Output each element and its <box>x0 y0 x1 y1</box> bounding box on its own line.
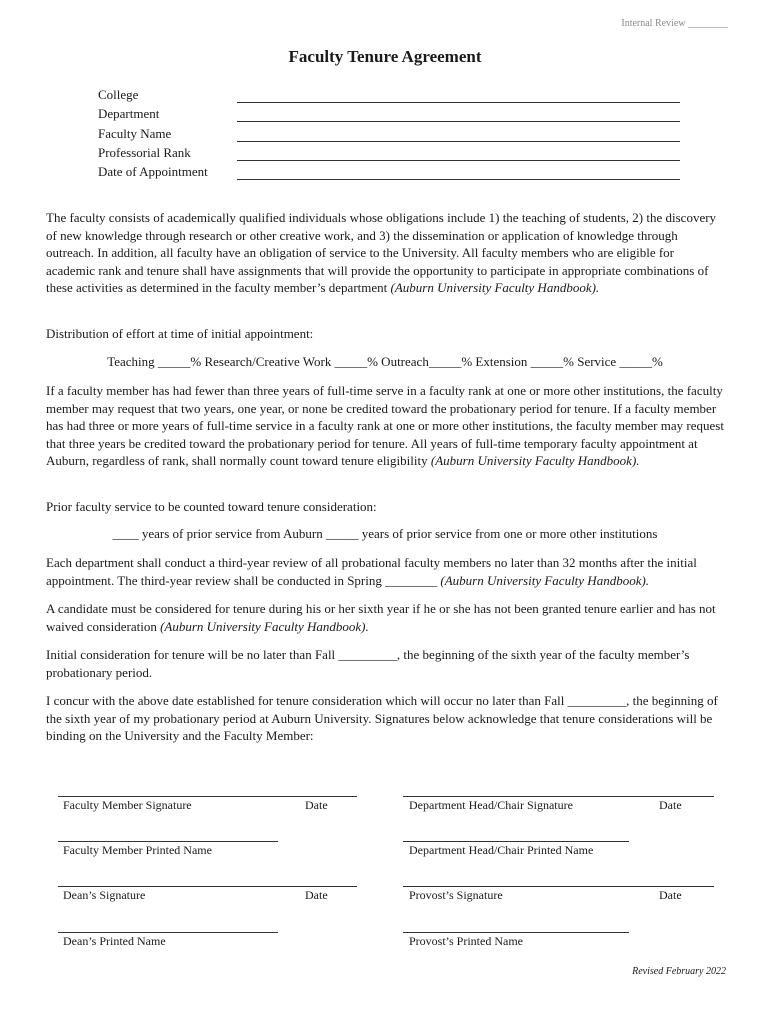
paragraph-text: Distribution of effort at time of initial appointment: <box>46 326 314 341</box>
date-of-appointment-field[interactable] <box>237 165 680 180</box>
field-faculty-name <box>98 122 680 141</box>
paragraph-distribution-heading <box>46 325 726 343</box>
paragraph-text: Prior faculty service to be counted toward tenure consideration: <box>46 499 377 514</box>
faculty-signature-line[interactable] <box>58 796 357 797</box>
dean-date-label: Date <box>305 888 328 902</box>
department-head-date-label: Date <box>659 798 682 812</box>
prior-service-line: ____ years of prior service from Auburn _____ years of prior service from one or more other institutions <box>112 526 658 541</box>
department-head-signature-label: Department Head/Chair Signature <box>409 798 573 812</box>
internal-review-label: Internal Review ________ <box>621 18 728 29</box>
faculty-signature-label: Faculty Member Signature <box>63 798 192 812</box>
field-label: Department <box>98 106 160 122</box>
paragraph-text: The faculty consists of academically qualified individuals whose obligations include 1) the teaching of students, 2) the discovery of new knowledge through research or other creative work, and 3) the dissemination or application of knowledge through outreach. In addition, all faculty have an obligation of service to the University. All faculty members who are eligible for academic rank and tenure shall have assignments that will provide the opportunity to participate in appropriate combinations of these activities as determined in the faculty member’s department <box>46 210 717 296</box>
paragraph-faculty-obligations <box>46 209 726 297</box>
field-label: College <box>98 87 139 103</box>
field-professorial-rank <box>98 142 680 161</box>
page-title: Faculty Tenure Agreement <box>288 47 482 66</box>
provost-signature-label: Provost’s Signature <box>409 888 503 902</box>
dean-printed-name-label: Dean’s Printed Name <box>63 934 166 948</box>
paragraph-text: If a faculty member has had fewer than three years of full-time serve in a faculty rank at one or more other institutions, the faculty member may request that two years, one year, or none be credited toward the probationary period for tenure. If a faculty member has had three or more years of full-time service in a faculty rank at one or more other institutions, the faculty member may request that three years be credited toward the probationary period for tenure. All years of full-time temporary faculty appointment at Auburn, regardless of rank, shall normally count toward tenure eligibility <box>46 383 724 469</box>
paragraph-text: A candidate must be considered for tenure during his or her sixth year if he or she has not been granted tenure earlier and has not waived consideration <box>46 601 716 634</box>
field-label: Professorial Rank <box>98 144 191 160</box>
effort-distribution-line: Teaching _____% Research/Creative Work _____% Outreach_____% Extension _____% Service _____% <box>107 354 663 369</box>
paragraph-prior-service-heading <box>46 498 726 516</box>
faculty-printed-name-line[interactable] <box>58 841 278 842</box>
dean-signature-line[interactable] <box>58 886 357 887</box>
dean-printed-name-line[interactable] <box>58 932 278 933</box>
field-department <box>98 103 680 122</box>
provost-date-label: Date <box>659 888 682 902</box>
faculty-name-field[interactable] <box>237 127 680 142</box>
college-field[interactable] <box>237 88 680 103</box>
paragraph-text: Each department shall conduct a third-year review of all probational faculty members no later than 32 months after the initial appointment. The third-year review shall be conducted in Spring ________ <box>46 555 697 588</box>
field-college <box>98 84 680 103</box>
field-label: Faculty Name <box>98 125 172 141</box>
paragraph-third-year-review <box>46 554 726 589</box>
department-field[interactable] <box>237 107 680 122</box>
handbook-citation: (Auburn University Faculty Handbook). <box>160 618 369 634</box>
dean-signature-label: Dean’s Signature <box>63 888 146 902</box>
revision-date: Revised February 2022 <box>632 966 726 977</box>
provost-printed-name-label: Provost’s Printed Name <box>409 934 523 948</box>
paragraph-text: Initial consideration for tenure will be no later than Fall _________, the beginning of the sixth year of the faculty member’s probationary period. <box>46 647 690 680</box>
department-head-printed-name-line[interactable] <box>403 841 629 842</box>
faculty-date-label: Date <box>305 798 328 812</box>
handbook-citation: (Auburn University Faculty Handbook). <box>430 453 640 469</box>
faculty-printed-name-label: Faculty Member Printed Name <box>63 843 212 857</box>
paragraph-concurrence <box>46 692 726 745</box>
provost-printed-name-line[interactable] <box>403 932 629 933</box>
appointment-fields <box>98 84 680 180</box>
handbook-citation: (Auburn University Faculty Handbook). <box>390 280 600 296</box>
paragraph-text: I concur with the above date established for tenure consideration which will occur no later than Fall _________, the beginning of the sixth year of my probationary period at Auburn University. Signatures below acknowledge that tenure considerations will be binding on the University and the Faculty Member: <box>46 693 718 744</box>
department-head-printed-name-label: Department Head/Chair Printed Name <box>409 843 594 857</box>
department-head-signature-line[interactable] <box>403 796 714 797</box>
handbook-citation: (Auburn University Faculty Handbook). <box>440 572 650 588</box>
paragraph-prior-service-credit <box>46 382 726 470</box>
field-date-of-appointment <box>98 161 680 180</box>
provost-signature-line[interactable] <box>403 886 714 887</box>
paragraph-sixth-year <box>46 600 726 635</box>
professorial-rank-field[interactable] <box>237 146 680 161</box>
field-label: Date of Appointment <box>98 163 208 179</box>
paragraph-initial-consideration <box>46 646 726 681</box>
